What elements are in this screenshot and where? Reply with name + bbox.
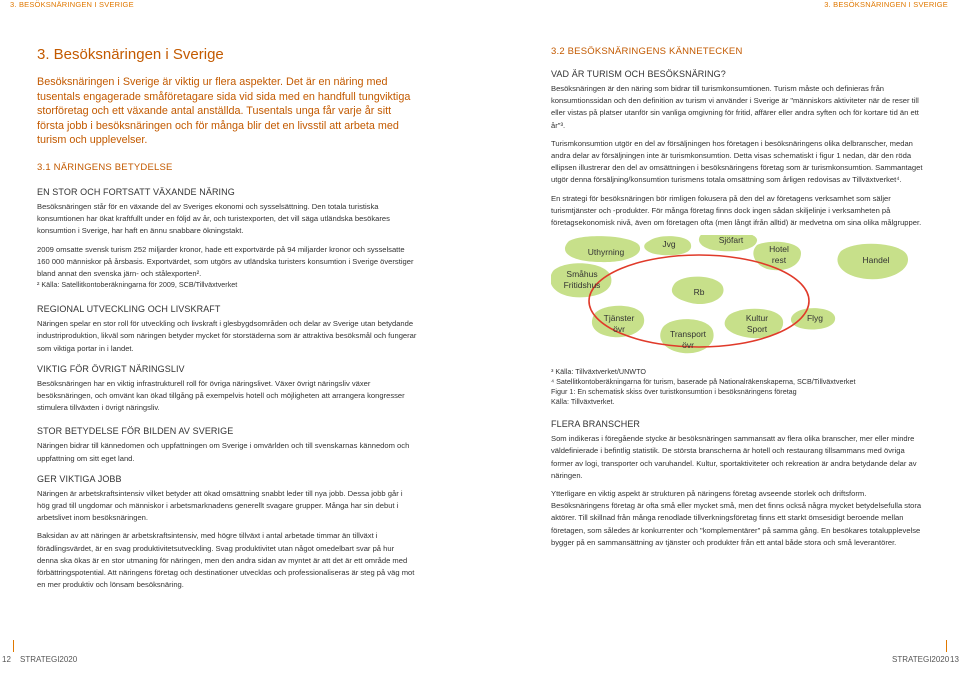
label-hotel: Hotel rest (769, 244, 789, 266)
footnote: ³ Källa: Tillväxtverket/UNWTO (551, 367, 646, 377)
running-head-right: 3. BESÖKSNÄRINGEN I SVERIGE (824, 0, 948, 9)
footnote: ² Källa: Satellitkontoberäkningarna för 2009, SCB/Tillväxtverket (37, 280, 238, 290)
block-heading: EN STOR OCH FORTSATT VÄXANDE NÄRING (37, 186, 235, 197)
block-heading: STOR BETYDELSE FÖR BILDEN AV SVERIGE (37, 426, 234, 437)
label-jvg: Jvg (662, 239, 676, 250)
body-paragraph: Besöksnäringen står för en växande del av Sveriges ekonomi och sysselsättning. Den totala turistiska konsumtionen har ökat kraftfullt under en följd av år, och turistexporten, det vill säga utländska besökares konsumtion i Sverige, har haft en ännu snabbare ökningstakt. (37, 201, 390, 236)
left-page-column (37, 46, 417, 591)
chapter-title: 3. Besöksnäringen i Sverige (37, 46, 224, 63)
figure-caption: Figur 1: En schematisk skiss över turistkonsumtion i besöksnäringens företag (551, 387, 797, 397)
label-transport: Transport övr (669, 329, 707, 351)
block-heading: GER VIKTIGA JOBB (37, 473, 122, 484)
section-heading-3-1: 3.1 NÄRINGENS BETYDELSE (37, 161, 173, 173)
label-flyg: Flyg (806, 313, 824, 324)
block-heading: REGIONAL UTVECKLING OCH LIVSKRAFT (37, 304, 221, 315)
figure-source: Källa: Tillväxtverket. (551, 397, 615, 407)
tourism-consumption-diagram (551, 235, 925, 365)
label-kultur: Kultur Sport (745, 313, 769, 335)
block-heading: FLERA BRANSCHER (551, 419, 641, 430)
body-paragraph: Som indikeras i föregående stycke är besöksnäringen sammansatt av flera olika branscher, mer eller mindre väldefinierade i befintlig statistik. De största branscherna är hotell och restaurang tillsammans med övriga former av logi, transporter och varuhandel. Kultur, sportaktiviteter och rekreation är andra betydande delar av näringen. (551, 434, 917, 480)
label-tjanster: Tjänster övr (603, 313, 635, 335)
page-number-left: 12 (2, 655, 11, 664)
body-paragraph: Näringen är arbetskraftsintensiv vilket betyder att ökad omsättning snabbt leder till nya jobb. Dessa jobb går i hög grad till ungdomar och människor i arbetsmarknadens generellt svagare grupper. Många har sin debut i arbetslivet inom besöksnäringen. (37, 488, 403, 523)
label-smahus: Småhus Fritidshus (563, 269, 601, 291)
body-paragraph: En strategi för besöksnäringen bör rimligen fokusera på den del av företagens verksamhet som säljer turismtjänster och -produkter. För många företag finns dock ingen sådan skiljelinje i verksamheten på företagsekonomisk nivå, även om företagen ofta (men långt ifrån alltid) är medvetna om sina olika målgrupper. (551, 193, 922, 228)
footer-label-right: STRATEGI2020 (892, 655, 950, 664)
page-number-right: 13 (950, 655, 959, 664)
body-paragraph: Ytterligare en viktig aspekt är strukturen på näringens företag avseende storlek och driftsform. Besöksnäringens företag är ofta små eller mycket små, men det finns också några mycket betydelsefulla stora aktörer. Till skillnad från många renodlade tillverkningsföretag finns ett starkt ömsesidigt beroende mellan företagen, som således är konkurrenter och "komplementärer" på samma gång. En besökares totalupplevelse bygger på en sammansättning av tjänster och produkter från ett antal både stora och små leverantörer. (551, 489, 922, 547)
label-handel: Handel (862, 255, 890, 266)
footer-rule-left (13, 640, 14, 652)
label-uthyrning: Uthyrning (587, 247, 625, 258)
body-paragraph: Besöksnäringen är den näring som bidrar till turismkonsumtionen. Turism måste och definieras från konsumtionssidan och den definition av turism vi använder i Sverige är "människors aktiviteter när de reser till eller vistas på platser utanför sin vanliga omgivning för fritid, affärer eller andra syften och för kortare tid än ett år"³. (551, 84, 919, 130)
label-rb: Rb (693, 287, 705, 298)
label-sjofart: Sjöfart (718, 235, 744, 246)
body-paragraph: Baksidan av att näringen är arbetskraftsintensiv, med högre tillväxt i antal arbetade timmar än tillväxt i förädlingsvärdet, är en svag produktivitetsutveckling. Svag produktivitet utan något omedelbart svar på hur denna ska ökas är en stor utmaning för näringen, men den andra sidan av myntet är att det är ett område med förbättringspotential. Att näringens företag och destinationer utvecklas och professionaliseras är steg på väg mot en mer produktiv och lönsam besöksnäring. (37, 531, 415, 590)
body-paragraph: 2009 omsatte svensk turism 252 miljarder kronor, hade ett exportvärde på 94 miljarder kronor och sysselsatte 160 000 människor på årsbasis. Exportvärdet, som utgörs av utländska turisters konsumtion i Sverige överstiger bland annat den svenska järn- och stålexporten². (37, 244, 414, 278)
right-page-column (551, 46, 925, 549)
footnote: ⁴ Satellitkontoberäkningarna för turism, baserade på Nationalräkenskaperna, SCB/Tillväxtverket (551, 377, 856, 387)
block-heading: VIKTIG FÖR ÖVRIGT NÄRINGSLIV (37, 363, 185, 374)
block-heading: VAD ÄR TURISM OCH BESÖKSNÄRING? (551, 69, 726, 79)
body-paragraph: Näringen spelar en stor roll för utveckling och livskraft i glesbygdsområden och delar av Sverige utan betydande industriproduktion, likväl som näringen betyder mycket för storstäderna som är attraktiva besöksmål och fungerar som viktiga portar in i landet. (37, 319, 417, 353)
body-paragraph: Näringen bidrar till kännedomen och uppfattningen om Sverige i omvärlden och till svenskarnas kännedom och uppfattning om sitt eget land. (37, 441, 410, 463)
running-head-left: 3. BESÖKSNÄRINGEN I SVERIGE (10, 0, 134, 9)
footer-rule-right (946, 640, 947, 652)
body-paragraph: Turismkonsumtion utgör en del av försäljningen hos företagen i besöksnäringens olika delbranscher, medan andra delar av försäljningen inte är turismkonsumtion. Detta visas schematiskt i figur 1 nedan, där den röda ellipsen illustrerar den del av omsättningen i besöksnäringens företag som är turismkonsumtion. Sammantaget utgör denna försäljning/konsumtion turismens totala omsättning som årligen redovisas av Tillväxtverket⁴. (551, 138, 923, 185)
section-heading-3-2: 3.2 BESÖKSNÄRINGENS KÄNNETECKEN (551, 46, 743, 57)
footer-label-left: STRATEGI2020 (20, 655, 78, 664)
intro-paragraph: Besöksnäringen i Sverige är viktig ur flera aspekter. Det är en näring med tusentals engagerade småföretagare sida vid sida med en handfull tungviktiga storföretag och ett växande antal anställda. Tusentals unga får varje år sitt första jobb i besöksnäringen och för många blir det en livsstil att arbeta med turism och upplevelser. (37, 76, 411, 147)
body-paragraph: Besöksnäringen har en viktig infrastrukturell roll för övriga näringslivet. Växer övrigt näringsliv växer besöksnäringen, och omvänt kan ökad tillgång på exempelvis hotell och möjligheten att arrangera kongresser stimulera tillväxten i övrigt näringsliv. (37, 378, 405, 413)
